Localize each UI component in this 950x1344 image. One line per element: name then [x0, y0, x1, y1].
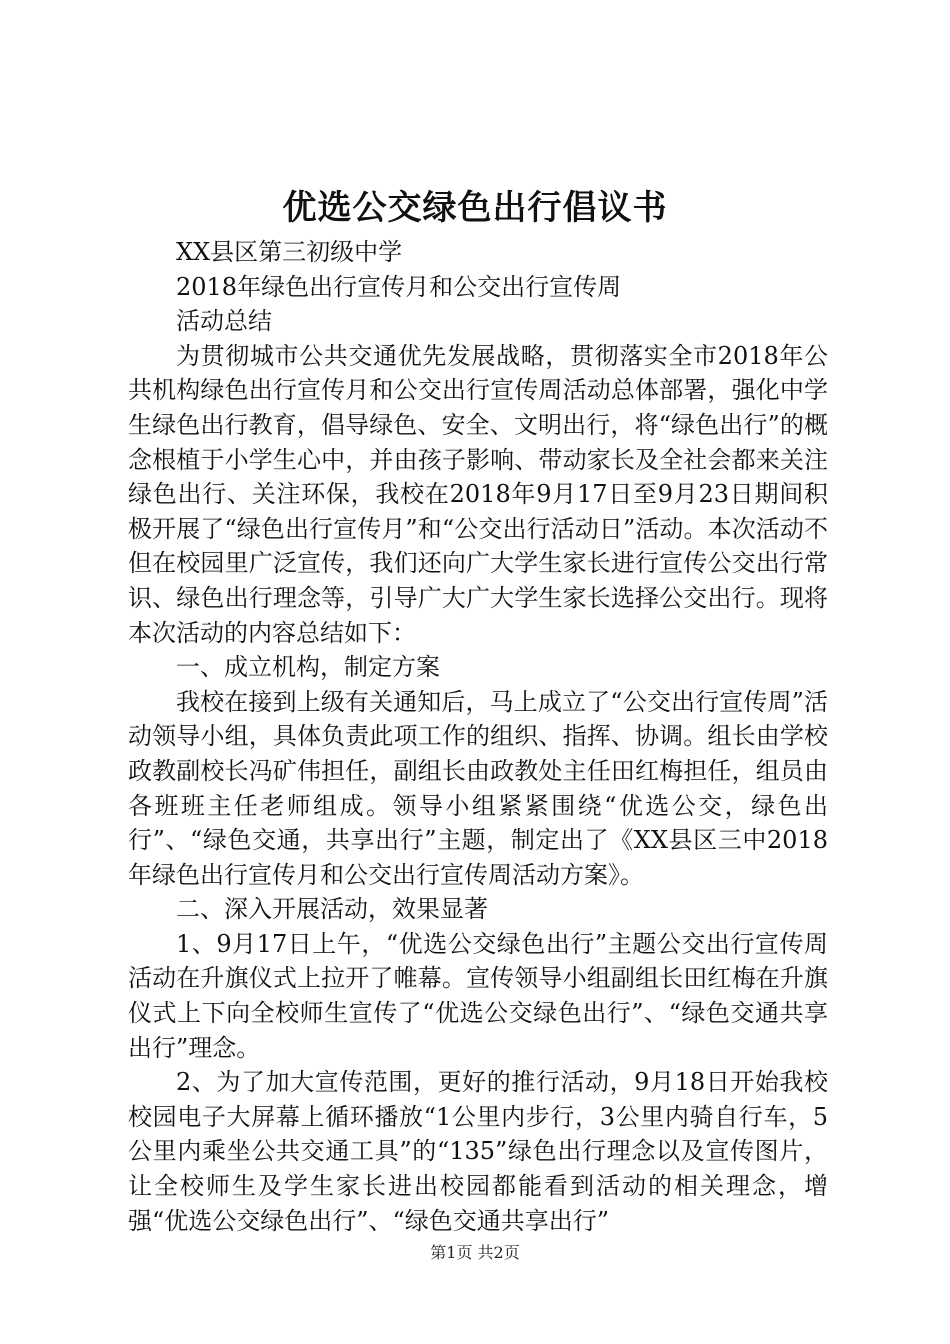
summary-label-line: 活动总结	[176, 307, 272, 336]
activity-item-2-paragraph: 2、为了加大宣传范围，更好的推行活动，9月18日开始我校校园电子大屏幕上循环播放“1公里内步行，3公里内骑自行车，5公里内乘坐公共交通工具”的“135”绿色出行理念以及宣传图片，让全校师生及学生家长进出校园都能看到活动的相关理念，增强“优选公交绿色出行”、“绿色交通共享出行”	[128, 1068, 828, 1235]
document-title: 优选公交绿色出行倡议书	[282, 188, 668, 228]
event-name-line: 2018年绿色出行宣传月和公交出行宣传周	[176, 272, 622, 301]
page-number-footer: 第1页 共2页	[430, 1243, 520, 1262]
intro-paragraph: 为贯彻城市公共交通优先发展战略，贯彻落实全市2018年公共机构绿色出行宣传月和公交出行宣传周活动总体部署，强化中学生绿色出行教育，倡导绿色、安全、文明出行，将“绿色出行”的概念根植于小学生心中，并由孩子影响、带动家长及全社会都来关注绿色出行、关注环保，我校在2018年9月17日至9月23日期间积极开展了“绿色出行宣传月”和“公交出行活动日”活动。本次活动不但在校园里广泛宣传，我们还向广大学生家长进行宣传公交出行常识、绿色出行理念等，引导广大广大学生家长选择公交出行。现将本次活动的内容总结如下：	[128, 341, 828, 647]
school-name-line: XX县区第三初级中学	[176, 238, 403, 266]
section-heading-2: 二、深入开展活动，效果显著	[176, 895, 488, 924]
document-body	[128, 235, 828, 1238]
activity-item-1-paragraph: 1、9月17日上午，“优选公交绿色出行”主题公交出行宣传周活动在升旗仪式上拉开了帷幕。宣传领导小组副组长田红梅在升旗仪式上下向全校师生宣传了“优选公交绿色出行”、“绿色交通共享出行”理念。	[128, 929, 828, 1062]
section-heading-1: 一、成立机构，制定方案	[176, 653, 440, 682]
section-1-paragraph: 我校在接到上级有关通知后，马上成立了“公交出行宣传周”活动领导小组，具体负责此项工作的组织、指挥、协调。组长由学校政教副校长冯矿伟担任，副组长由政教处主任田红梅担任，组员由各班班主任老师组成。领导小组紧紧围绕“优选公交，绿色出行”、“绿色交通，共享出行”主题，制定出了《XX县区三中2018年绿色出行宣传月和公交出行宣传周活动方案》。	[128, 687, 828, 889]
